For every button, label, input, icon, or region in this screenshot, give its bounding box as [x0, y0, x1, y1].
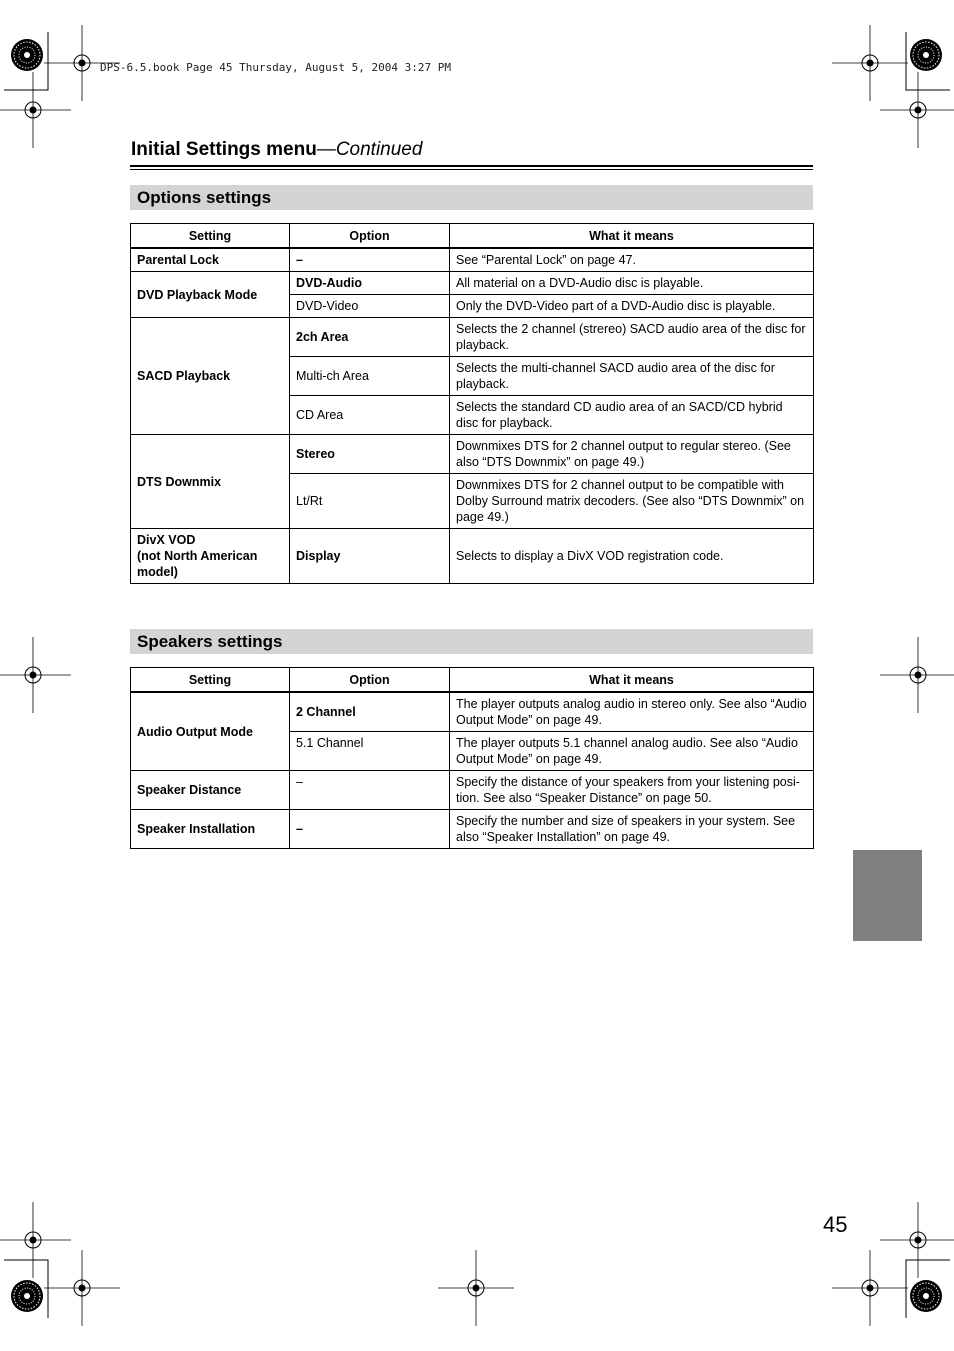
chapter-tab	[853, 850, 922, 941]
table-header-row	[131, 668, 814, 693]
registration-sunburst-icon	[11, 39, 43, 71]
table-row	[131, 272, 814, 295]
setting-cell	[131, 529, 290, 584]
speakers-table	[130, 667, 814, 849]
column-header-option: Option	[290, 224, 450, 249]
registration-cross-icon	[880, 1202, 954, 1278]
running-title-main: Initial Settings menu	[131, 139, 317, 160]
registration-cross-icon	[880, 72, 954, 148]
setting-cell: DTS Downmix	[131, 435, 290, 529]
setting-cell: Audio Output Mode	[131, 692, 290, 771]
option-cell: CD Area	[290, 396, 450, 435]
registration-sunburst-icon	[11, 1280, 43, 1312]
setting-cell: DVD Playback Mode	[131, 272, 290, 318]
table-row	[131, 771, 814, 810]
table-row	[131, 435, 814, 474]
registration-cross-icon	[0, 637, 71, 713]
registration-cross-icon	[832, 25, 908, 101]
table-row	[131, 318, 814, 357]
table-row	[131, 810, 814, 849]
page-number: 45	[823, 1212, 848, 1237]
registration-cross-icon	[44, 1250, 120, 1326]
meaning-cell: The player outputs analog audio in stereo only. See also “Audio Output Mode” on page 49.	[450, 692, 814, 732]
column-header-setting: Setting	[131, 224, 290, 249]
column-header-option: Option	[290, 668, 450, 693]
option-cell: –	[290, 248, 450, 272]
setting-cell-line1: DivX VOD	[137, 533, 196, 547]
column-header-meaning: What it means	[450, 668, 814, 693]
table-row	[131, 529, 814, 584]
speakers-section-title: Speakers settings	[130, 629, 813, 654]
option-cell: DVD-Video	[290, 295, 450, 318]
registration-sunburst-icon	[910, 39, 942, 71]
registration-cross-icon	[438, 1250, 514, 1326]
meaning-cell: All material on a DVD-Audio disc is playable.	[450, 272, 814, 295]
option-cell: Lt/Rt	[290, 474, 450, 529]
setting-cell: Speaker Installation	[131, 810, 290, 849]
meaning-cell: See “Parental Lock” on page 47.	[450, 248, 814, 272]
registration-cross-icon	[880, 637, 954, 713]
option-cell: Multi-ch Area	[290, 357, 450, 396]
setting-cell-line2: (not North American model)	[137, 549, 258, 579]
meaning-cell: The player outputs 5.1 channel analog audio. See also “Audio Output Mode” on page 49.	[450, 732, 814, 771]
setting-cell: Speaker Distance	[131, 771, 290, 810]
meaning-cell: Specify the distance of your speakers from your listening posi-tion. See also “Speaker Distance” on page 50.	[450, 771, 814, 810]
registration-cross-icon	[832, 1250, 908, 1326]
option-cell: 2 Channel	[290, 692, 450, 732]
meaning-cell: Selects the 2 channel (strereo) SACD audio area of the disc for playback.	[450, 318, 814, 357]
setting-cell: Parental Lock	[131, 248, 290, 272]
registration-sunburst-icon	[910, 1280, 942, 1312]
option-cell: DVD-Audio	[290, 272, 450, 295]
options-section-title: Options settings	[130, 185, 813, 210]
meaning-cell: Selects to display a DivX VOD registration code.	[450, 529, 814, 584]
meaning-cell: Selects the multi-channel SACD audio area of the disc for playback.	[450, 357, 814, 396]
column-header-meaning: What it means	[450, 224, 814, 249]
table-row	[131, 248, 814, 272]
table-row	[131, 692, 814, 732]
option-cell: 5.1 Channel	[290, 732, 450, 771]
meaning-cell: Downmixes DTS for 2 channel output to regular stereo. (See also “DTS Downmix” on page 49.)	[450, 435, 814, 474]
column-header-setting: Setting	[131, 668, 290, 693]
option-cell: Stereo	[290, 435, 450, 474]
options-table	[130, 223, 814, 584]
title-rule	[130, 165, 813, 170]
meaning-cell: Specify the number and size of speakers in your system. See also “Speaker Installation” on page 49.	[450, 810, 814, 849]
option-cell: 2ch Area	[290, 318, 450, 357]
file-header: DPS-6.5.book Page 45 Thursday, August 5, 2004 3:27 PM	[100, 61, 451, 74]
option-cell: Display	[290, 529, 450, 584]
option-cell: –	[290, 810, 450, 849]
registration-cross-icon	[0, 1202, 71, 1278]
running-title-continued: —Continued	[316, 139, 423, 160]
running-title	[131, 139, 422, 161]
meaning-cell: Selects the standard CD audio area of an SACD/CD hybrid disc for playback.	[450, 396, 814, 435]
meaning-cell: Downmixes DTS for 2 channel output to be compatible with Dolby Surround matrix decoders. (See also “DTS Downmix” on page 49.)	[450, 474, 814, 529]
setting-cell: SACD Playback	[131, 318, 290, 435]
table-header-row	[131, 224, 814, 249]
registration-cross-icon	[0, 72, 71, 148]
meaning-cell: Only the DVD-Video part of a DVD-Audio disc is playable.	[450, 295, 814, 318]
option-cell: –	[290, 771, 450, 810]
